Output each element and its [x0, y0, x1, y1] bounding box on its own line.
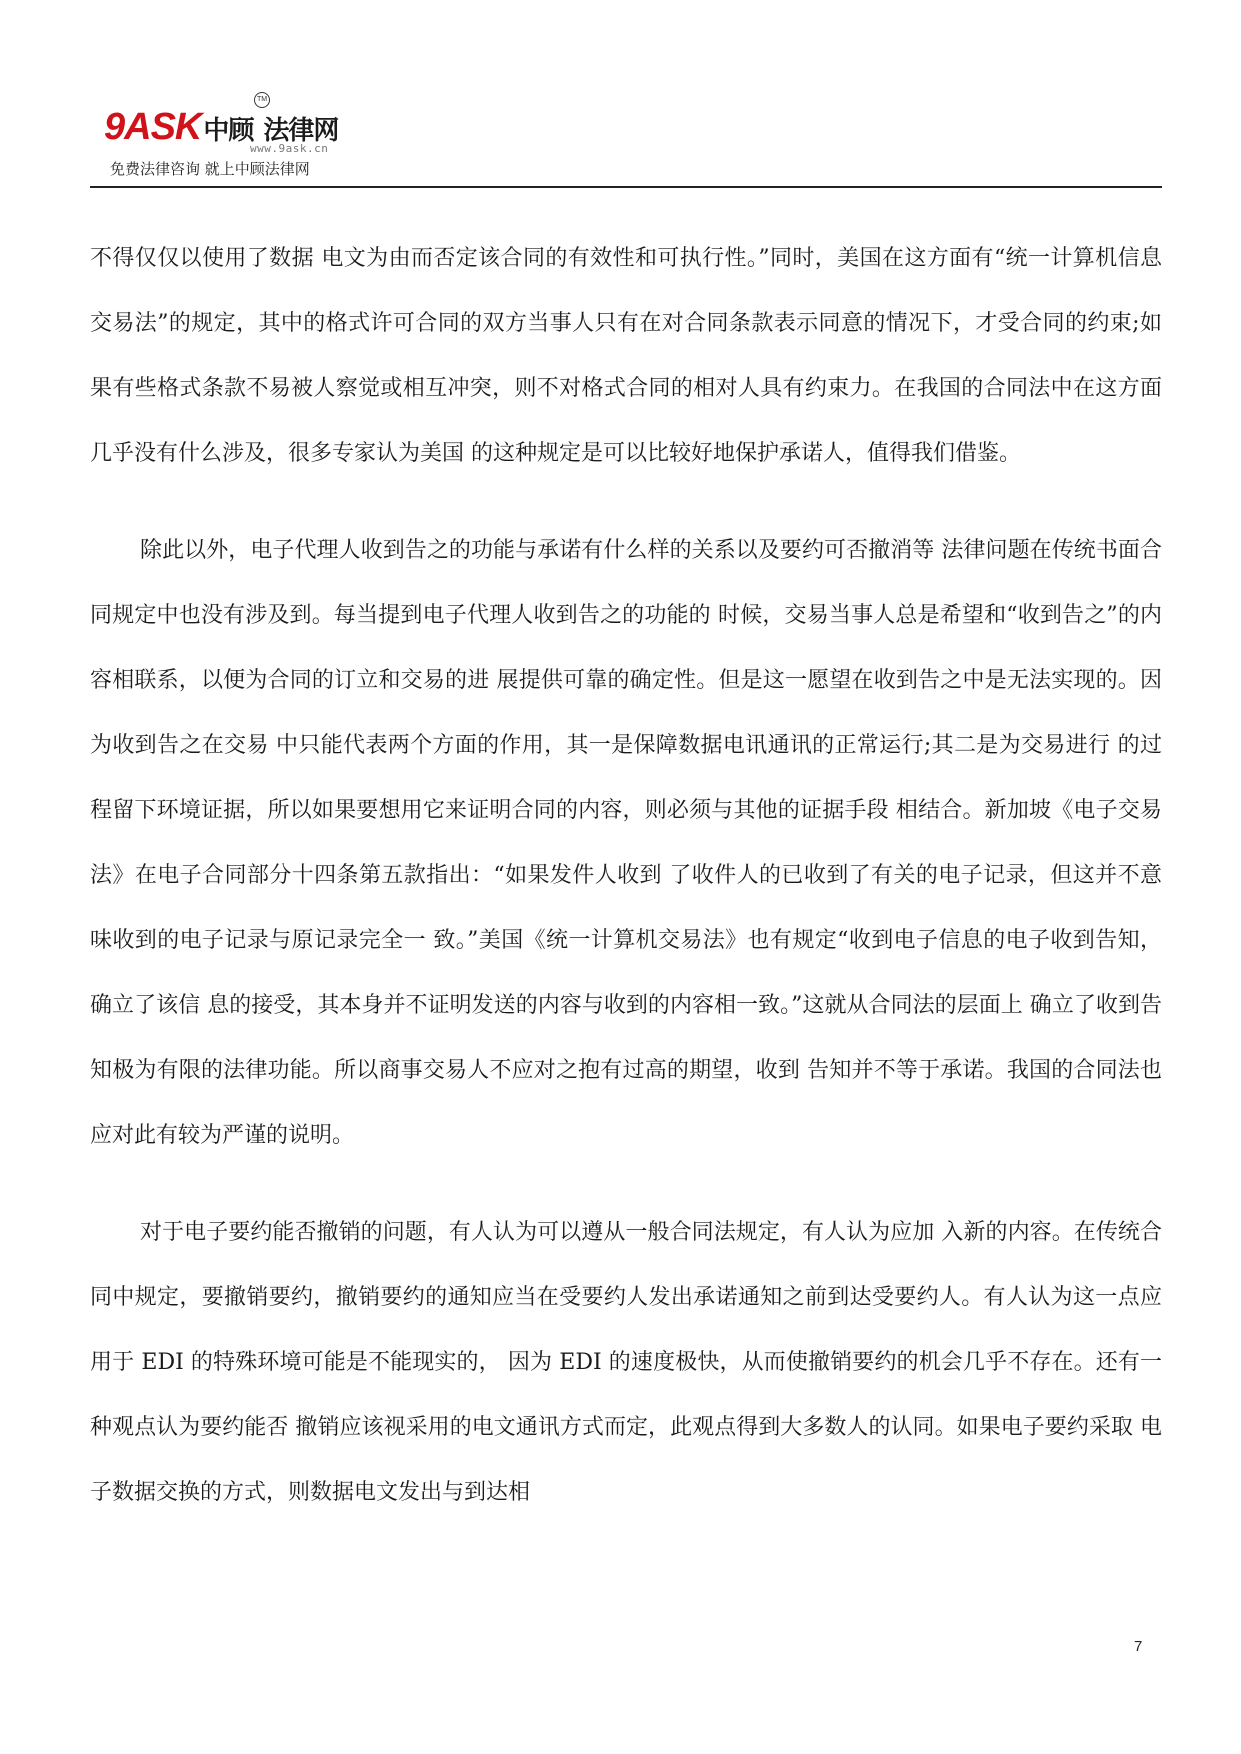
paragraph-1: 不得仅仅以使用了数据 电文为由而否定该合同的有效性和可执行性。”同时，美国在这方面有“统一计算机信息 交易法”的规定，其中的格式许可合同的双方当事人只有在对合同条款表示同意的情况下，才受合同的约束;如果有些格式条款不易被人察觉或相互冲突，则不对格式合同的相对人具有约束力。在我国的合同法中在这方面几乎没有什么涉及，很多专家认为美国 的这种规定是可以比较好地保护承诺人，值得我们借鉴。 — [90, 246, 1162, 466]
header-divider — [90, 186, 1162, 188]
page-header — [90, 88, 1162, 188]
logo-cn-primary: 中顾 — [203, 115, 254, 145]
logo-url: www.9ask.cn — [250, 142, 329, 155]
paragraph-3: 对于电子要约能否撤销的问题，有人认为可以遵从一般合同法规定，有人认为应加 入新的内容。在传统合同中规定，要撤销要约，撤销要约的通知应当在受要约人发出承诺通知之前到达受要约人。有人认为这一点应用于 EDI 的特殊环境可能是不能现实的， 因为 EDI 的速度极快，从而使撤销要约的机会几乎不存在。还有一种观点认为要约能否 撤销应该视采用的电文通讯方式而定，此观点得到大多数人的认同。如果电子要约采取 电子数据交换的方式，则数据电文发出与到达相 — [90, 1220, 1162, 1505]
document-body — [90, 226, 1162, 1557]
page-number: 7 — [1134, 1638, 1143, 1655]
logo-slogan: 免费法律咨询 就上中顾法律网 — [110, 160, 310, 178]
paragraph-2: 除此以外，电子代理人收到告之的功能与承诺有什么样的关系以及要约可否撤消等 法律问题在传统书面合同规定中也没有涉及到。每当提到电子代理人收到告之的功能的 时候，交易当事人总是希望和“收到告之”的内容相联系，以便为合同的订立和交易的进 展提供可靠的确定性。但是这一愿望在收到告之中是无法实现的。因为收到告之在交易 中只能代表两个方面的作用，其一是保障数据电讯通讯的正常运行;其二是为交易进行 的过程留下环境证据，所以如果要想用它来证明合同的内容，则必须与其他的证据手段 相结合。新加坡《电子交易法》在电子合同部分十四条第五款指出：“如果发件人收到 了收件人的已收到了有关的电子记录，但这并不意味收到的电子记录与原记录完全一 致。”美国《统一计算机交易法》也有规定“收到电子信息的电子收到告知，确立了该信 息的接受，其本身并不证明发送的内容与收到的内容相一致。”这就从合同法的层面上 确立了收到告知极为有限的法律功能。所以商事交易人不应对之抱有过高的期望，收到 告知并不等于承诺。我国的合同法也应对此有较为严谨的说明。 — [90, 538, 1162, 1148]
site-logo — [104, 92, 424, 182]
trademark-icon: TM — [254, 92, 270, 108]
logo-cn-secondary: 法律网 — [263, 115, 339, 145]
logo-brand: 9ASK — [104, 106, 202, 148]
